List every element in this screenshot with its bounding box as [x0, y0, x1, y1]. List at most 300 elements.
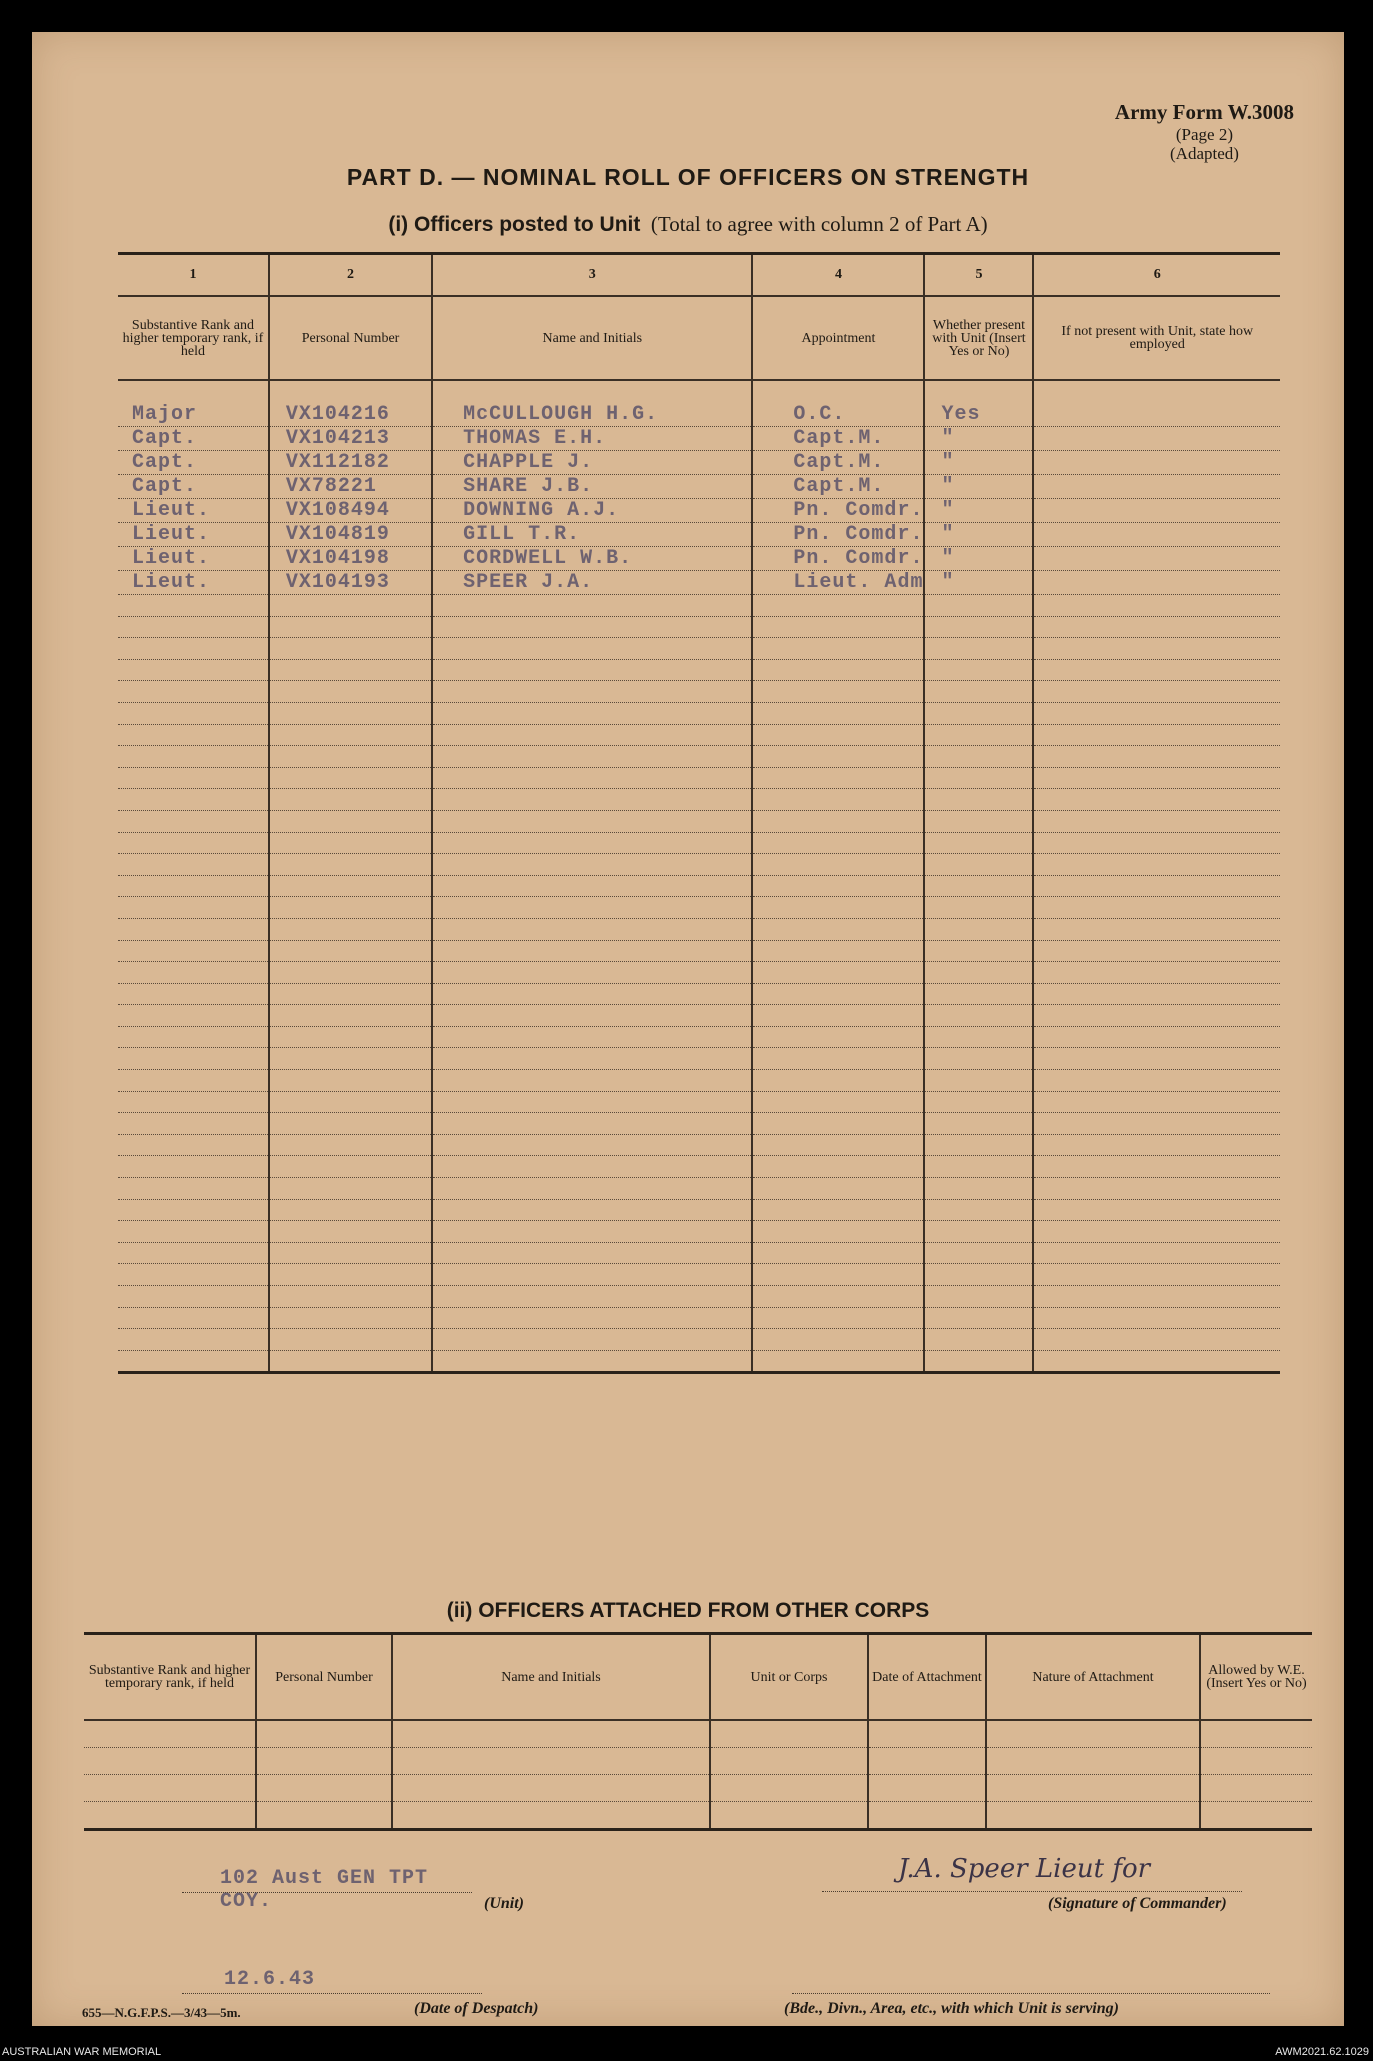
officer-row [118, 499, 1280, 523]
table-row [84, 1775, 1312, 1802]
table-cell: VX104198 [269, 547, 432, 571]
table-cell [752, 832, 924, 854]
table-cell: " [924, 547, 1033, 571]
table-cell [1033, 875, 1280, 897]
table-cell [118, 1199, 269, 1221]
table-cell [752, 1113, 924, 1135]
table-cell: VX104213 [269, 427, 432, 451]
blank-row [118, 616, 1280, 638]
table-cell: " [924, 571, 1033, 595]
table-cell [432, 983, 752, 1005]
table-cell [924, 875, 1033, 897]
table-cell [118, 897, 269, 919]
table-cell [752, 767, 924, 789]
table-cell [1033, 427, 1280, 451]
table-cell [118, 832, 269, 854]
table-cell [752, 897, 924, 919]
blank-row [118, 1286, 1280, 1308]
column-header-row [84, 1634, 1312, 1721]
table-cell [1033, 724, 1280, 746]
table-cell [1033, 403, 1280, 427]
table-cell [432, 918, 752, 940]
table-cell [752, 1221, 924, 1243]
table-cell [1033, 810, 1280, 832]
table-cell: VX104216 [269, 403, 432, 427]
dotted-line [182, 1992, 482, 1994]
table-cell [752, 854, 924, 876]
date-label: (Date of Despatch) [414, 2000, 539, 2017]
table-cell [1033, 451, 1280, 475]
table-cell [752, 940, 924, 962]
table-cell [1033, 1329, 1280, 1351]
table-cell [432, 724, 752, 746]
table-cell [432, 897, 752, 919]
section-subtitle [32, 212, 1344, 237]
table-row [84, 1748, 1312, 1775]
table-cell: " [924, 523, 1033, 547]
table-cell [1033, 1178, 1280, 1200]
blank-row [118, 1350, 1280, 1373]
table-cell [1033, 789, 1280, 811]
table-cell: VX104193 [269, 571, 432, 595]
subtitle-note: (Total to agree with column 2 of Part A) [650, 212, 988, 236]
blank-row [118, 1134, 1280, 1156]
table-cell: O.C. [752, 403, 924, 427]
table-cell [118, 1134, 269, 1156]
table-cell [118, 1307, 269, 1329]
table-cell [118, 962, 269, 984]
table-cell: Capt. [118, 475, 269, 499]
table-cell [1033, 1156, 1280, 1178]
form-page: (Page 2) [1175, 125, 1234, 144]
table-cell: Lieut. [118, 523, 269, 547]
table-cell [924, 810, 1033, 832]
table-cell [432, 1350, 752, 1373]
table-cell [1033, 475, 1280, 499]
dotted-line [822, 1890, 1242, 1892]
table-cell [752, 1350, 924, 1373]
column-header: Substantive Rank and higher temporary rank, if held [84, 1634, 256, 1721]
credit-right: AWM2021.62.1029 [1275, 2046, 1369, 2058]
table-cell [1033, 523, 1280, 547]
table-cell [432, 638, 752, 660]
date-value: 12.6.43 [224, 1968, 316, 1991]
column-number: 3 [432, 254, 752, 297]
table-cell: VX78221 [269, 475, 432, 499]
dotted-line [182, 1891, 472, 1893]
blank-row [118, 1264, 1280, 1286]
table-cell [432, 1026, 752, 1048]
table-cell [1033, 702, 1280, 724]
blank-row [118, 897, 1280, 919]
table-cell [924, 962, 1033, 984]
table-cell: Pn. Comdr. [752, 523, 924, 547]
column-number: 4 [752, 254, 924, 297]
table-cell [1033, 1199, 1280, 1221]
table-cell [924, 746, 1033, 768]
table-cell [269, 940, 432, 962]
table-cell [924, 1091, 1033, 1113]
dotted-line [792, 1992, 1270, 1994]
blank-row [118, 724, 1280, 746]
table-cell [1033, 746, 1280, 768]
credit-strip [0, 2043, 1373, 2061]
section-ii-title: (ii) OFFICERS ATTACHED FROM OTHER CORPS [446, 1599, 930, 1622]
table-cell: Capt. [118, 427, 269, 451]
table-cell [924, 1026, 1033, 1048]
table-cell [269, 702, 432, 724]
table-cell: VX112182 [269, 451, 432, 475]
table-cell: GILL T.R. [432, 523, 752, 547]
table-cell [924, 681, 1033, 703]
table-cell [924, 1156, 1033, 1178]
table-cell [432, 1134, 752, 1156]
blank-row [118, 854, 1280, 876]
table-cell [752, 1134, 924, 1156]
table-cell [269, 724, 432, 746]
table-cell [118, 1242, 269, 1264]
subtitle-bold: (i) Officers posted to Unit [388, 213, 641, 236]
form-sheet [32, 32, 1344, 2026]
table-cell [432, 1199, 752, 1221]
table-cell [924, 832, 1033, 854]
table-cell [432, 1113, 752, 1135]
table-cell [752, 1178, 924, 1200]
table-cell: " [924, 475, 1033, 499]
table-cell [1033, 1307, 1280, 1329]
table-cell [924, 659, 1033, 681]
table-cell [752, 1307, 924, 1329]
table-cell: Capt.M. [752, 427, 924, 451]
table-cell [924, 767, 1033, 789]
table-cell [924, 1199, 1033, 1221]
table-cell [269, 1156, 432, 1178]
table-cell: " [924, 451, 1033, 475]
table-cell [269, 918, 432, 940]
table-cell [432, 1264, 752, 1286]
table-cell [118, 724, 269, 746]
table-cell [432, 616, 752, 638]
table-cell [118, 746, 269, 768]
table-cell [269, 1307, 432, 1329]
blank-row [118, 638, 1280, 660]
table-cell [924, 724, 1033, 746]
table-cell [1033, 832, 1280, 854]
table-cell [118, 702, 269, 724]
table-cell [752, 789, 924, 811]
table-cell [269, 767, 432, 789]
table-cell [924, 702, 1033, 724]
table-cell [269, 875, 432, 897]
table-cell [1033, 1026, 1280, 1048]
table-cell: DOWNING A.J. [432, 499, 752, 523]
table-cell [1033, 499, 1280, 523]
table-cell [1033, 897, 1280, 919]
table-cell [269, 595, 432, 617]
table-cell [269, 659, 432, 681]
table-cell [924, 1178, 1033, 1200]
officers-attached-table [84, 1632, 1312, 1831]
table-cell [752, 638, 924, 660]
table-cell [1033, 767, 1280, 789]
table-cell [118, 1091, 269, 1113]
table-cell [924, 1134, 1033, 1156]
table-cell [924, 595, 1033, 617]
table-cell [432, 767, 752, 789]
blank-row [118, 1242, 1280, 1264]
table-cell [118, 875, 269, 897]
table-cell [924, 897, 1033, 919]
table-cell [269, 1134, 432, 1156]
table-cell [1033, 940, 1280, 962]
officer-row [118, 427, 1280, 451]
table-cell [118, 810, 269, 832]
column-header: Allowed by W.E. (Insert Yes or No) [1200, 1634, 1312, 1721]
blank-row [118, 940, 1280, 962]
table-cell [269, 616, 432, 638]
table-cell [924, 854, 1033, 876]
table-cell [269, 789, 432, 811]
table-cell [924, 1221, 1033, 1243]
table-cell [118, 1005, 269, 1027]
table-cell [752, 1286, 924, 1308]
table-row [84, 1802, 1312, 1830]
table-cell [924, 1286, 1033, 1308]
table-cell [269, 1048, 432, 1070]
table-cell [118, 1350, 269, 1373]
table-cell [269, 810, 432, 832]
table-cell [432, 746, 752, 768]
table-cell [924, 1307, 1033, 1329]
officer-row [118, 571, 1280, 595]
table-cell [269, 1178, 432, 1200]
table-cell [432, 702, 752, 724]
table-cell: Lieut. Adm [752, 571, 924, 595]
unit-label: (Unit) [484, 1895, 524, 1912]
table-cell [752, 1070, 924, 1092]
table-cell: Major [118, 403, 269, 427]
spacer-row [118, 380, 1280, 403]
table-cell [118, 595, 269, 617]
table-cell [752, 875, 924, 897]
table-cell [752, 918, 924, 940]
table-cell [1033, 1264, 1280, 1286]
table-cell [269, 746, 432, 768]
table-cell [752, 1199, 924, 1221]
table-cell [118, 616, 269, 638]
table-cell [269, 983, 432, 1005]
column-header: Date of Attachment [868, 1634, 986, 1721]
signature-label: (Signature of Commander) [1048, 1895, 1227, 1912]
blank-row [118, 1307, 1280, 1329]
table-cell [432, 1005, 752, 1027]
blank-row [118, 1048, 1280, 1070]
table-cell: Pn. Comdr. [752, 547, 924, 571]
column-number: 5 [924, 254, 1033, 297]
blank-row [118, 918, 1280, 940]
table-cell: THOMAS E.H. [432, 427, 752, 451]
table-cell [1033, 918, 1280, 940]
blank-row [118, 659, 1280, 681]
column-header: Name and Initials [392, 1634, 710, 1721]
table-cell [1033, 1091, 1280, 1113]
table-cell [1033, 616, 1280, 638]
table-cell [1033, 983, 1280, 1005]
table-cell [118, 789, 269, 811]
formation-label: (Bde., Divn., Area, etc., with which Unit is serving) [784, 2000, 1119, 2017]
table-cell [118, 1026, 269, 1048]
blank-row [118, 1156, 1280, 1178]
table-cell [269, 962, 432, 984]
table-cell [269, 1005, 432, 1027]
column-header: Unit or Corps [710, 1634, 868, 1721]
table-cell [118, 940, 269, 962]
table-cell [432, 1329, 752, 1351]
column-number: 2 [269, 254, 432, 297]
table-cell [118, 1156, 269, 1178]
table-cell [752, 1091, 924, 1113]
table-cell [269, 1242, 432, 1264]
table-cell [432, 789, 752, 811]
blank-row [118, 1329, 1280, 1351]
table-cell [924, 1350, 1033, 1373]
blank-row [118, 746, 1280, 768]
table-cell [118, 1286, 269, 1308]
column-header: Nature of Attachment [986, 1634, 1200, 1721]
table-cell [1033, 962, 1280, 984]
column-header: Name and Initials [432, 296, 752, 380]
table-cell [1033, 1070, 1280, 1092]
table-cell [432, 832, 752, 854]
table-cell [432, 681, 752, 703]
table-cell [752, 724, 924, 746]
table-cell [269, 1350, 432, 1373]
table-cell [1033, 1350, 1280, 1373]
table-cell [269, 1113, 432, 1135]
table-cell [752, 702, 924, 724]
table-cell [432, 1286, 752, 1308]
officer-row [118, 475, 1280, 499]
table-cell [432, 595, 752, 617]
commander-signature: J.A. Speer Lieut for [898, 1854, 1151, 1884]
table-cell [1033, 1048, 1280, 1070]
table-cell: " [924, 499, 1033, 523]
table-cell: Capt.M. [752, 451, 924, 475]
column-header-row [118, 296, 1280, 380]
table-cell [924, 638, 1033, 660]
table-cell [118, 1221, 269, 1243]
table-cell: " [924, 427, 1033, 451]
table-cell [118, 983, 269, 1005]
column-number-row [118, 254, 1280, 297]
column-header: If not present with Unit, state how employed [1033, 296, 1280, 380]
table-cell [1033, 854, 1280, 876]
officer-row [118, 523, 1280, 547]
blank-row [118, 875, 1280, 897]
column-number: 6 [1033, 254, 1280, 297]
table-cell [1033, 1113, 1280, 1135]
table-cell [1033, 659, 1280, 681]
table-cell [1033, 681, 1280, 703]
page-title: PART D. — NOMINAL ROLL OF OFFICERS ON STRENGTH [346, 164, 1030, 190]
column-header: Personal Number [269, 296, 432, 380]
column-number: 1 [118, 254, 269, 297]
table-cell [269, 1264, 432, 1286]
officer-row [118, 547, 1280, 571]
table-cell [432, 1242, 752, 1264]
blank-row [118, 1178, 1280, 1200]
table-cell [118, 1329, 269, 1351]
table-cell [118, 1178, 269, 1200]
table-cell [752, 1048, 924, 1070]
table-cell: VX104819 [269, 523, 432, 547]
table-cell [432, 1091, 752, 1113]
table-cell [924, 983, 1033, 1005]
table-cell: Capt. [118, 451, 269, 475]
table-cell: Pn. Comdr. [752, 499, 924, 523]
table-cell [924, 940, 1033, 962]
table-cell [432, 1070, 752, 1092]
table-cell [432, 1221, 752, 1243]
table-cell [118, 1264, 269, 1286]
table-cell [118, 767, 269, 789]
table-cell [269, 854, 432, 876]
table-cell [752, 595, 924, 617]
table-cell [924, 1264, 1033, 1286]
officer-row [118, 451, 1280, 475]
table-cell [1033, 547, 1280, 571]
table-cell [118, 854, 269, 876]
form-number-block [1115, 100, 1294, 163]
table-cell [752, 1026, 924, 1048]
table-cell: VX108494 [269, 499, 432, 523]
column-header: Whether present with Unit (Insert Yes or No) [924, 296, 1033, 380]
unit-value: 102 Aust GEN TPT COY. [220, 1867, 429, 1913]
blank-row [118, 962, 1280, 984]
table-cell: CORDWELL W.B. [432, 547, 752, 571]
table-cell [752, 1156, 924, 1178]
table-cell [752, 1005, 924, 1027]
table-cell: McCULLOUGH H.G. [432, 403, 752, 427]
table-cell [269, 832, 432, 854]
table-cell [1033, 1134, 1280, 1156]
table-cell [269, 1070, 432, 1092]
table-cell: SHARE J.B. [432, 475, 752, 499]
column-header: Substantive Rank and higher temporary rank, if held [118, 296, 269, 380]
print-code: 655—N.G.F.P.S.—3/43—5m. [82, 2005, 241, 2020]
table-cell: Lieut. [118, 499, 269, 523]
table-cell [432, 1156, 752, 1178]
table-cell [269, 1286, 432, 1308]
table-cell [752, 616, 924, 638]
officer-rows [118, 403, 1280, 1373]
table-cell [924, 1329, 1033, 1351]
table-cell [269, 681, 432, 703]
table-cell [1033, 638, 1280, 660]
table-cell [432, 810, 752, 832]
table-cell [752, 983, 924, 1005]
table-cell [432, 940, 752, 962]
table-cell [752, 1329, 924, 1351]
officers-posted-table [118, 252, 1280, 1374]
table-cell [432, 659, 752, 681]
form-name: Army Form W.3008 [1114, 100, 1294, 124]
table-cell [924, 1048, 1033, 1070]
table-cell [118, 918, 269, 940]
table-cell [118, 681, 269, 703]
table-cell [269, 1199, 432, 1221]
table-cell [752, 1264, 924, 1286]
